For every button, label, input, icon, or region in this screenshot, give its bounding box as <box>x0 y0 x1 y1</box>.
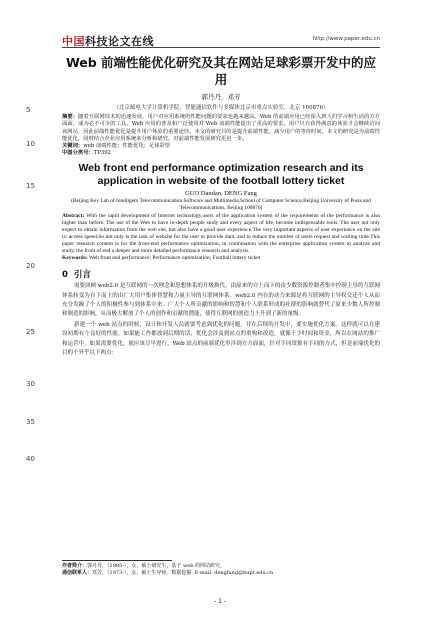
clc-label: 中图分类号： <box>62 150 94 157</box>
line-number: 40 <box>26 455 35 463</box>
section-heading <box>62 268 380 280</box>
affiliation-cn: （北京邮电大学计算机学院，智能通信软件与多媒体北京市重点实验室，北京 100876） <box>113 105 329 111</box>
abstract-cn-text: 随着互联网技术的迅速发展，用户对应用系统的性能问题的要求也越来越高。Web 的前端应用已经深入到人们学习和生活的方方面面，成为必不可少的工具。Web 应用的普及和广泛使用对 Web 前端性能提出了更高的要求。用户只有获得满意的体验才会继续访问该网站，因此前端性能优化是提升用户体验的重要途径。本文的研究目的是提升前端性能，减少用户的等待时间。本文的研究是为前端性能优化，同时结合企业应用系统来分析和研究，对前端性能发展研究更进一步。 <box>62 114 380 142</box>
line-number: 30 <box>26 380 35 388</box>
authors-en: GUO Dandan, DENG Fang <box>185 189 257 197</box>
authors-cn: 郭丹丹，邓芳 <box>201 93 241 101</box>
footnote-author <box>62 563 380 570</box>
line-number: 10 <box>26 140 35 148</box>
header-rule <box>62 47 380 48</box>
abstract-en-label: Abstract: <box>62 213 85 220</box>
keywords-en-label: Keywords: <box>62 255 88 262</box>
page-number: - 1 - <box>214 598 226 605</box>
clc-number <box>62 150 380 157</box>
page-header <box>0 0 440 60</box>
abstract-cn-label: 摘要： <box>62 114 79 120</box>
paper-title-cn: Web 前端性能优化研究及其在网站足球彩票开发中的应用 <box>65 55 377 87</box>
footnote-author-label: 作者简介： <box>62 563 88 569</box>
affiliation-en: (Beijing Key Lab of Intelligent Telecommunication Software and Multimedia,School of Computer Science,Beijing University of Posts and Telecommunications, Beijing 100876) <box>71 197 371 211</box>
line-number: 15 <box>26 182 35 190</box>
abstract-en <box>62 213 380 255</box>
keywords-cn-label: 关键词： <box>62 143 84 150</box>
paper-title-en: Web front end performance optimization research and its application in website of the football lottery ticket <box>78 161 364 187</box>
footnote-contact-text: 邓芳，（1973-），女，硕士生导师，数据挖掘. E-mail: dengfang@bupt.edu.cn <box>92 570 274 576</box>
line-number-gutter <box>0 0 62 620</box>
line-number: 25 <box>26 328 35 336</box>
keywords-cn-text: web 前端性能；性能优化；足球彩票 <box>83 143 171 150</box>
keywords-en <box>62 255 380 262</box>
abstract-en-text: With the rapid development of Internet technology,users of the application system of the requirements of the performance is also higher than before. The use of the Web to have in-depth people study and every aspect of life, become indispensable tools. The user not only expect to obtain information from the web site, but also have a good user experience.The very important aspects of user experience on the site is: access speed.So not only is the task of website for the user to provide data, and to reduce the number of users request and waiting time.This paper research content is for the front-end performance optimization, in combination with the enterprise application system to analyze and study, the front of end a deeper and more detailed performance research and analysis. <box>62 213 380 255</box>
footnote-contact <box>62 570 380 577</box>
footnote-author-text: 郭丹丹，（1985-），女，硕士研究生，基于 web 的网站研究。 <box>87 563 226 569</box>
site-url[interactable]: http://www.paper.edu.cn <box>312 36 380 42</box>
section-number: 0 <box>62 270 68 281</box>
clc-value: TP392 <box>93 150 112 157</box>
footnote-contact-label: 通信联系人： <box>62 570 93 576</box>
line-number: 35 <box>26 418 35 426</box>
section-title: 引言 <box>73 270 91 281</box>
abstract-cn <box>62 114 380 143</box>
intro-paragraph-2: 新建一个 web 站点的时候，设计和开发人员就要考虑到优化的问题，并在后续的开发中，要实施优化方案。这样就可以在建设初期有个良好的性能。如果能工作都放到后期的话，优化会涉及到站点的重构和改造，就像不少时间和资金，所以在网站的推广和运营中，如果需要优化，就应该尽早进行。Web 站点的前端优化牵涉到方方面面，针对不同资源有不同的方式，但是前端优化的目的不外乎以下两点： <box>62 322 380 356</box>
line-number: 5 <box>26 106 31 114</box>
keywords-en-text: Web front end performance; Performance optimization; Football lottery ticket <box>88 255 261 262</box>
logo-red-text: 中国 <box>62 35 85 48</box>
line-number: 20 <box>26 262 35 270</box>
intro-paragraph-1: 需要回顾 web2.0 是互联网的一次理念和思想体系的升级换代，由原来的自上而下的由少数资源控制者集中控制主导的互联网体系转变为自下而上的由广大用户集体智慧和力量主导的互联网体系。web2.0 内在的动力来源是将互联网的主导权交还个人从而充分发掘了个人的积极性参与到体系中来。广大个人所贡献的影响和智慧和个人联系形成的社群的影响就替代了原来少数人所控制和制造的影响，从而极大解放了个人的创作和贡献的潜能，使得互联网的创造力上升到了新的量级。 <box>62 283 380 317</box>
logo-dark-text: 科技论文在线 <box>85 35 154 48</box>
footnotes <box>62 563 380 577</box>
paper-body <box>62 52 380 612</box>
footnote-rule <box>62 560 172 561</box>
